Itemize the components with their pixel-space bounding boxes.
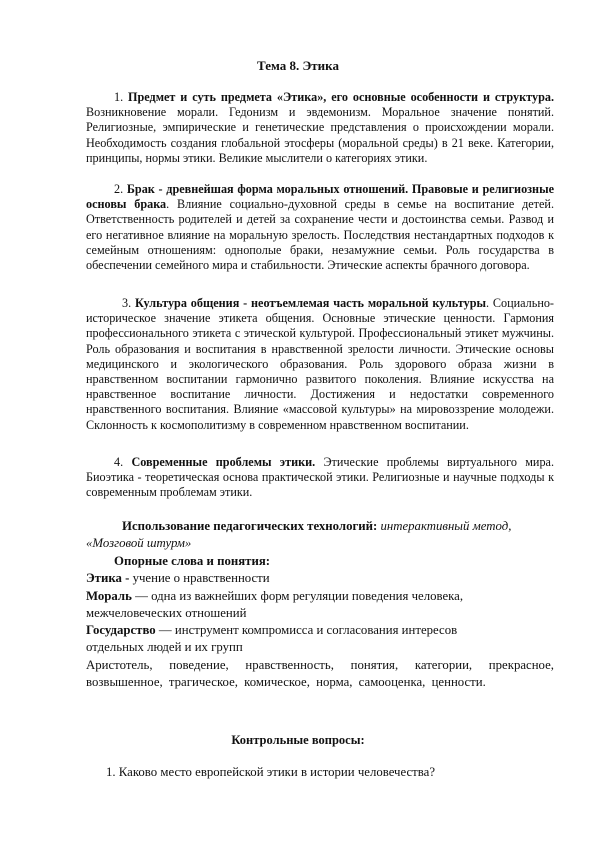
topic-4 (86, 455, 554, 501)
term-definition-continued: межчеловеческих отношений (86, 605, 247, 620)
topic-3 (86, 296, 554, 433)
topic-text: Возникновение морали. Гедонизм и эвдемонизм. Моральное значение понятий. Религиозные, эмпирические и генетические представления о происхождении морали. Необходимость создания глобальной этосферы (моральной среды) в 21 веке. Категории, принципы, нормы этики. Великие мыслители о категориях этики. (86, 105, 554, 165)
topic-1 (86, 90, 554, 166)
topic-number: 2. (114, 182, 124, 196)
topic-number: 1. (114, 90, 124, 104)
topic-text: . Влияние социально-духовной среды в семье на воспитание детей. Ответственность родителей и детей за сохранение чести и достоинства семьи. Развод и его негативное влияние на моральную зрелость. Последствия нестандартных подходов к семейным отношениям: однополые браки, незамужние семьи. Роль государства в обеспечении семейного мира и стабильности. Этические аспекты брачного договора. (86, 197, 554, 273)
topic-2 (86, 182, 554, 273)
questions-list (106, 765, 546, 780)
question-item: 1. Каково место европейской этики в истории человечества? (106, 765, 436, 779)
technologies-section (86, 518, 554, 552)
topic-heading: Предмет и суть предмета «Этика», его основные особенности и структура. (128, 90, 554, 104)
technologies-label: Использование педагогических технологий: (122, 519, 378, 533)
term-label: Этика - (86, 571, 130, 586)
topic-text: . Социально-историческое значение этикета общения. Основные этические ценности. Гармония профессионального этикета с этической культурой. Профессиональный этикет мужчины. Роль образования и воспитания в нравственной зрелости личности. Этические основы медицинского и экологического образования. Роль здорового образа жизни в нравственном воспитании гармонично развитого поколения. Влияние искусства на нравственное воспитание личности. Достижения и недостатки современного нравственного воспитания. Влияние «массовой культуры» на мировоззрение молодежи. Склонность к космополитизму в современном нравственном воспитании. (86, 296, 554, 432)
page-title: Тема 8. Этика (257, 58, 339, 73)
term-state (86, 622, 554, 639)
topic-heading: Культура общения - неотъемлемая часть моральной культуры (134, 296, 486, 310)
term-definition: — инструмент компромисса и согласования интересов (155, 623, 458, 638)
term-label: Мораль (86, 588, 132, 603)
topic-number: 4. (114, 455, 124, 469)
term-label: Государство (86, 623, 156, 638)
keywords-list: Аристотель, поведение, нравственность, понятия, категории, прекрасное, возвышенное, трагическое, комическое, норма, самооценка, ценности. (86, 657, 554, 690)
term-definition-continued: отдельных людей и их групп (86, 640, 243, 655)
topic-number: 3. (122, 296, 132, 310)
keywords-heading: Опорные слова и понятия: (114, 554, 271, 568)
keywords-section (86, 553, 554, 691)
topic-text: Этические проблемы виртуального мира. Биоэтика - теоретическая основа практической этики. Религиозные и научные подходы к современным проблемам этики. (86, 455, 555, 500)
questions-heading: Контрольные вопросы: (231, 733, 365, 747)
topic-heading: Брак - древнейшая форма моральных отношений. Правовые и религиозные основы брака (86, 182, 555, 212)
technologies-value-continued: «Мозговой штурм» (86, 536, 192, 550)
term-ethics (86, 570, 554, 587)
term-definition: — одна из важнейших форм регуляции поведения человека, (131, 588, 464, 603)
technologies-value: интерактивный метод, (377, 519, 512, 533)
topic-heading: Современные проблемы этики. (131, 455, 316, 469)
term-morality (86, 588, 554, 605)
term-definition: учение о нравственности (129, 571, 270, 586)
